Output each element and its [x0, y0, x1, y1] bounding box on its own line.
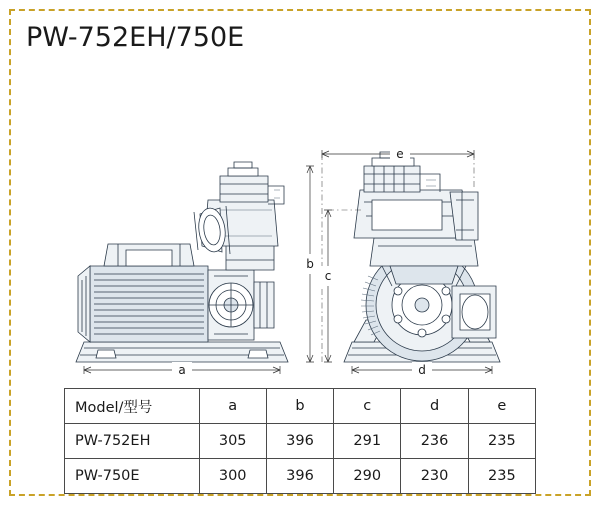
dimensions-table	[64, 388, 536, 494]
cell-c: 291	[334, 424, 401, 459]
cell-model: PW-752EH	[65, 424, 200, 459]
cell-b: 396	[266, 459, 333, 494]
cell-model: PW-750E	[65, 459, 200, 494]
header-d: d	[401, 389, 468, 424]
cell-a: 300	[199, 459, 266, 494]
cell-e: 235	[468, 459, 535, 494]
dim-label-c: c	[324, 269, 332, 283]
cell-c: 290	[334, 459, 401, 494]
header-model: Model/型号	[65, 389, 200, 424]
cell-d: 236	[401, 424, 468, 459]
pump-technical-drawing	[22, 70, 578, 380]
header-e: e	[468, 389, 535, 424]
cell-e: 235	[468, 424, 535, 459]
cell-b: 396	[266, 424, 333, 459]
header-b: b	[266, 389, 333, 424]
page-title: PW-752EH/750E	[26, 22, 245, 53]
table-header-row	[65, 389, 536, 424]
header-c: c	[334, 389, 401, 424]
cell-d: 230	[401, 459, 468, 494]
left-side-view	[76, 162, 288, 378]
drawing-svg	[22, 70, 578, 380]
table-row	[65, 459, 536, 494]
dim-label-b: b	[306, 257, 314, 271]
dim-label-e: e	[396, 147, 404, 161]
dim-label-a: a	[178, 363, 186, 377]
dim-label-d: d	[418, 363, 426, 377]
table-row	[65, 424, 536, 459]
header-a: a	[199, 389, 266, 424]
cell-a: 305	[199, 424, 266, 459]
right-front-view	[302, 146, 500, 378]
